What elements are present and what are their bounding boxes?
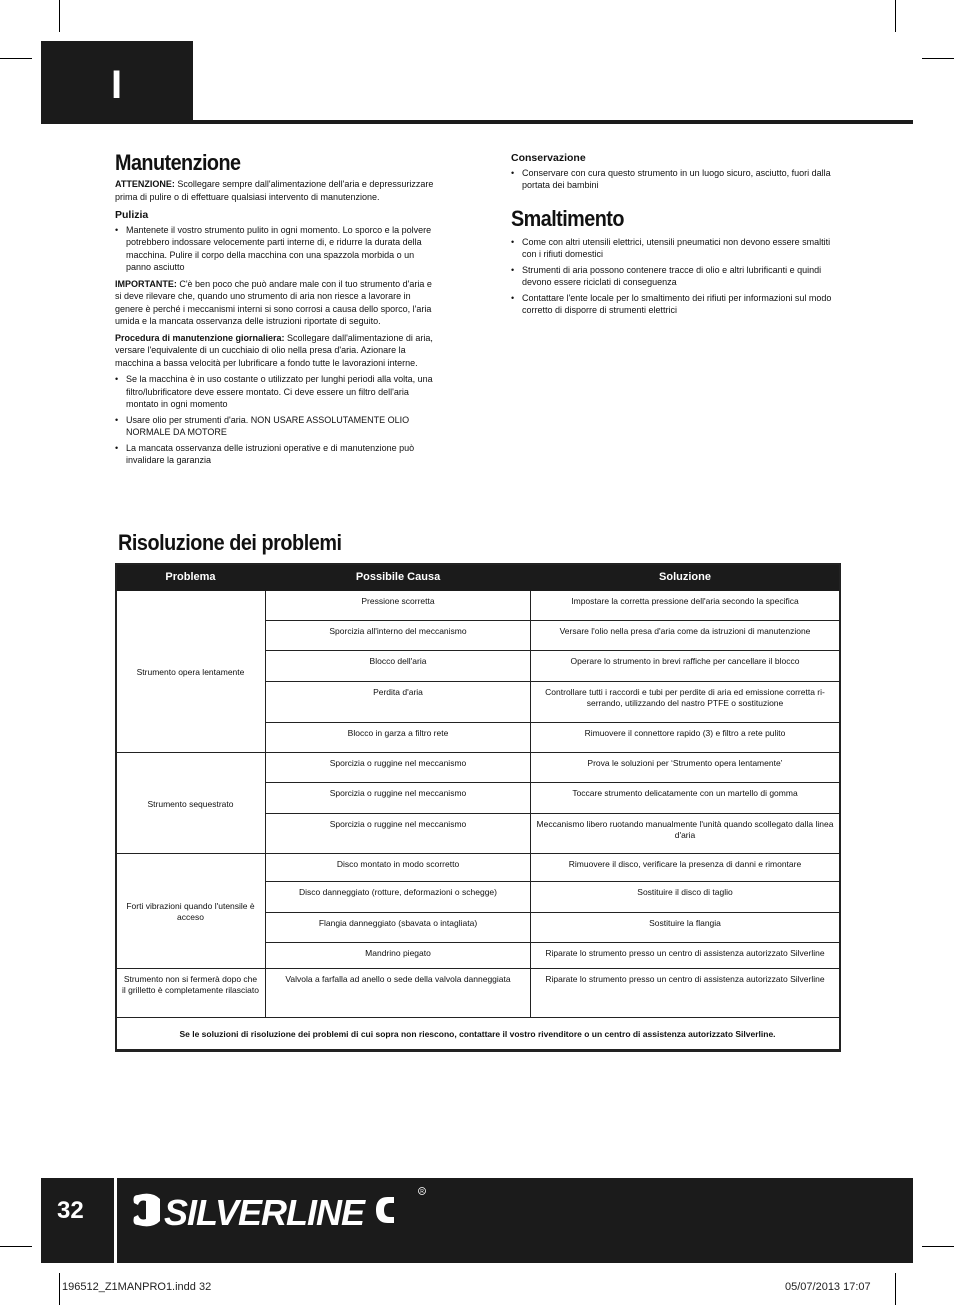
list-item: • Se la macchina è in uso costante o utilizzato per lunghi periodi alla volta, una filtro/lubrificatore deve essere montato. Ci deve essere un filtro dell'aria montato in ogni momento	[115, 373, 440, 411]
solution-cell: Riparate lo strumento presso un centro di assistenza autorizzato Silverline	[531, 969, 840, 1018]
cause-cell: Mandrino piegato	[266, 943, 531, 969]
header-rule	[41, 120, 913, 124]
problem-cell: Strumento non si fermerà dopo che il grilletto è completamente rilasciato	[116, 969, 266, 1018]
table-row	[116, 854, 840, 882]
list-item: • Conservare con cura questo strumento in un luogo sicuro, asciutto, fuori dalla portata dei bambini	[511, 167, 836, 192]
solution-cell: Versare l'olio nella presa d'aria come da istruzioni di manutenzione	[531, 621, 840, 651]
column-header-problem: Problema	[116, 564, 266, 591]
column-header-solution: Soluzione	[531, 564, 840, 591]
date-info: 05/07/2013 17:07	[785, 1281, 871, 1293]
table-row	[116, 753, 840, 783]
cleaning-title: Pulizia	[115, 209, 149, 221]
cause-cell: Disco montato in modo scorretto	[266, 854, 531, 882]
cause-cell: Sporcizia all'interno del meccanismo	[266, 621, 531, 651]
daily-procedure: Procedura di manutenzione giornaliera: Scollegare dall'alimentazione di aria, versare l'equivalente di un cucchiaio di olio nella presa d'aria. Azionare la macchina a bassa velocità per lubrificare a fondo tutte le lavorazioni interne.	[115, 332, 433, 368]
crop-mark	[895, 0, 896, 32]
problem-cell: Strumento sequestrato	[116, 753, 266, 854]
solution-cell: Rimuovere il disco, verificare la presenza di danni e rimontare	[531, 854, 840, 882]
table-row	[116, 591, 840, 621]
solution-cell: Sostituire la flangia	[531, 913, 840, 943]
maintenance-title: Manutenzione	[115, 150, 241, 175]
cause-cell: Disco danneggiato (rotture, deformazioni o schegge)	[266, 882, 531, 913]
storage-title: Conservazione	[511, 152, 586, 164]
solution-cell: Controllare tutti i raccordi e tubi per perdite di aria ed emissione corretta ri-serrando, utilizzando del nastro PTFE o sostituzione	[531, 682, 840, 723]
cause-cell: Flangia danneggiato (sbavata o intagliata)	[266, 913, 531, 943]
list-item: • La mancata osservanza delle istruzioni operative e di manutenzione può invalidare la garanzia	[115, 442, 440, 467]
solution-cell: Prova le soluzioni per ‘Strumento opera lentamente’	[531, 753, 840, 783]
problem-cell: Forti vibrazioni quando l'utensile è acceso	[116, 854, 266, 969]
storage-list	[511, 167, 836, 192]
storage-section	[511, 152, 836, 320]
list-item: • Usare olio per strumenti d'aria. NON USARE ASSOLUTAMENTE OLIO NORMALE DA MOTORE	[115, 414, 440, 439]
list-item: • Mantenete il vostro strumento pulito in ogni momento. Lo sporco e la polvere potrebbero indossare velocemente parti interne di, e ridurre la durata della macchina. Pulire il corpo della macchina con una spazzola morbida o un panno asciutto	[115, 224, 440, 274]
solution-cell: Riparate lo strumento presso un centro di assistenza autorizzato Silverline	[531, 943, 840, 969]
cause-cell: Valvola a farfalla ad anello o sede della valvola danneggiata	[266, 969, 531, 1018]
troubleshooting-title: Risoluzione dei problemi	[118, 530, 342, 555]
maintenance-list	[115, 373, 440, 467]
list-item: • Strumenti di aria possono contenere tracce di olio e altri lubrificanti e quindi devono essere riciclati di conseguenza	[511, 264, 836, 289]
crop-mark	[59, 0, 60, 32]
crop-mark	[0, 58, 32, 59]
maintenance-warning: ATTENZIONE: Scollegare sempre dall'alimentazione dell'aria e depressurizzare prima di pulire o di effettuare qualsiasi intervento di manutenzione.	[115, 179, 434, 202]
cause-cell: Sporcizia o ruggine nel meccanismo	[266, 753, 531, 783]
crop-mark	[59, 1273, 60, 1305]
footer-divider	[114, 1178, 117, 1263]
cleaning-list	[115, 224, 440, 274]
page-number: 32	[57, 1197, 84, 1224]
crop-mark	[922, 1246, 954, 1247]
table-footer-row	[116, 1018, 840, 1050]
solution-cell: Operare lo strumento in brevi raffiche per cancellare il blocco	[531, 651, 840, 682]
cause-cell: Sporcizia o ruggine nel meccanismo	[266, 783, 531, 814]
solution-cell: Meccanismo libero ruotando manualmente l'unità quando scollegato dalla linea d'aria	[531, 814, 840, 854]
language-letter: I	[111, 63, 123, 107]
maintenance-section	[115, 150, 440, 470]
solution-cell: Rimuovere il connettore rapido (3) e filtro a rete pulito	[531, 723, 840, 753]
solution-cell: Impostare la corretta pressione dell'aria secondo la specifica	[531, 591, 840, 621]
column-header-cause: Possibile Causa	[266, 564, 531, 591]
crop-mark	[922, 58, 954, 59]
cause-cell: Blocco in garza a filtro rete	[266, 723, 531, 753]
disposal-title: Smaltimento	[511, 205, 624, 231]
problem-cell: Strumento opera lentamente	[116, 591, 266, 753]
cause-cell: Perdita d'aria	[266, 682, 531, 723]
file-info: 196512_Z1MANPRO1.indd 32	[62, 1281, 212, 1293]
table-header-row	[116, 564, 840, 591]
cause-cell: Sporcizia o ruggine nel meccanismo	[266, 814, 531, 854]
solution-cell: Sostituire il disco di taglio	[531, 882, 840, 913]
cause-cell: Pressione scorretta	[266, 591, 531, 621]
troubleshooting-table	[115, 563, 840, 1050]
crop-mark	[895, 1273, 896, 1305]
cause-cell: Blocco dell'aria	[266, 651, 531, 682]
list-item: • Contattare l'ente locale per lo smaltimento dei rifiuti per informazioni sul modo corretto di disporre di strumenti elettrici	[511, 292, 836, 317]
disposal-list	[511, 236, 836, 317]
table-row	[116, 969, 840, 1018]
table-footer-note: Se le soluzioni di risoluzione dei problemi di cui sopra non riescono, contattare il vostro rivenditore o un centro di assistenza autorizzato Silverline.	[116, 1018, 840, 1050]
brand-text: SILVERLINE	[164, 1192, 365, 1233]
language-tab	[41, 41, 193, 123]
svg-text:R: R	[420, 1188, 424, 1195]
solution-cell: Toccare strumento delicatamente con un martello di gomma	[531, 783, 840, 814]
silverline-logo	[130, 1185, 430, 1235]
important-note: IMPORTANTE: C'è ben poco che può andare male con il tuo strumento d'aria e si deve rilevare che, quando uno strumento di aria non riesce a lavorare in genere è perché i meccanismi interni si sono corrosi a causa dello sporco, l'aria umida e la mancata osservanza delle istruzioni riportate di seguito.	[115, 278, 432, 326]
crop-mark	[0, 1246, 32, 1247]
list-item: • Come con altri utensili elettrici, utensili pneumatici non devono essere smaltiti con i rifiuti domestici	[511, 236, 836, 261]
